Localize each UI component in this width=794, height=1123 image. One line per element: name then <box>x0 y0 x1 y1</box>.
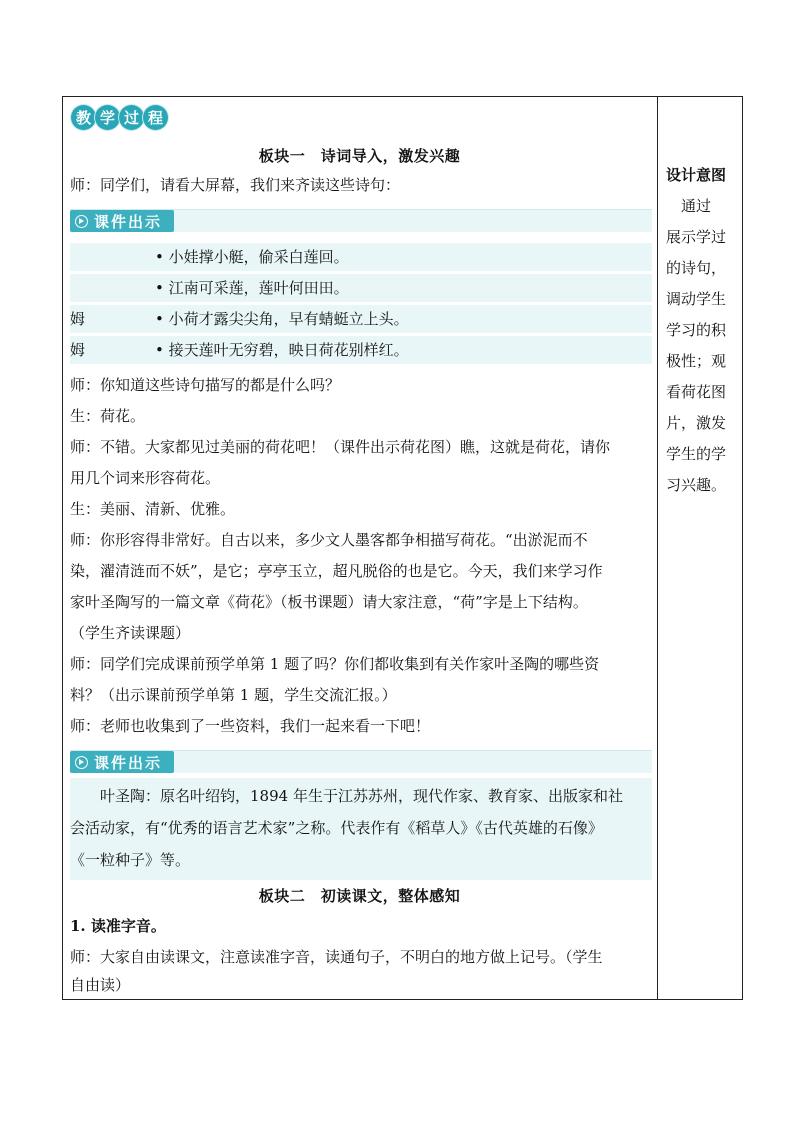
text-line: 自由读） <box>70 976 131 994</box>
text-line: 师：同学们，请看大屏幕，我们来齐读这些诗句： <box>70 176 401 194</box>
courseware-bar <box>70 750 652 773</box>
play-icon <box>75 756 88 769</box>
text-line: 师：你形容得非常好。自古以来，多少文人墨客都争相描写荷花。“出淤泥而不 <box>70 531 588 549</box>
courseware-tag <box>70 751 174 773</box>
poem-edge-char: 姆 <box>70 341 86 359</box>
courseware-tag <box>70 210 174 232</box>
courseware-label: 课件出示 <box>94 212 163 231</box>
play-icon <box>75 215 88 228</box>
author-info-box <box>70 778 652 880</box>
step-heading: 1. 读准字音。 <box>70 917 166 935</box>
poem-row <box>70 336 652 364</box>
poem-text: • 小荷才露尖尖角，早有蜻蜓立上头。 <box>155 310 409 328</box>
poem-text: • 小娃撑小艇，偷采白莲回。 <box>155 248 349 266</box>
text-line: 师：同学们完成课前预学单第 1 题了吗？你们都收集到有关作家叶圣陶的哪些资 <box>70 655 600 673</box>
section-title: 板块二 初读课文，整体感知 <box>258 887 461 905</box>
teaching-process-badge <box>71 105 167 130</box>
text-line: 生：荷花。 <box>70 407 146 425</box>
badge-char: 教 <box>71 105 96 130</box>
badge-char: 程 <box>143 105 168 130</box>
text-line: 师：大家自由读课文，注意读准字音，读通句子，不明白的地方做上记号。（学生 <box>70 948 603 966</box>
badge-char: 学 <box>95 105 120 130</box>
poem-text: • 接天莲叶无穷碧，映日荷花别样红。 <box>155 341 409 359</box>
design-intent-line: 学习的积 <box>666 321 727 339</box>
text-line: 料？（出示课前预学单第 1 题，学生交流汇报。） <box>70 686 397 704</box>
text-line: 家叶圣陶写的一篇文章《荷花》（板书课题）请大家注意，“荷”字是上下结构。 <box>70 593 588 611</box>
poem-list <box>70 243 652 368</box>
design-intent-line: 片，激发 <box>666 414 727 432</box>
text-line: （学生齐读课题） <box>70 624 191 642</box>
text-line: 用几个词来形容荷花。 <box>70 469 221 487</box>
poem-row <box>70 305 652 333</box>
text-line: 师：不错。大家都见过美丽的荷花吧！（课件出示荷花图）瞧，这就是荷花，请你 <box>70 438 611 456</box>
badge-char: 过 <box>119 105 144 130</box>
teaching-process-column <box>62 96 657 1000</box>
info-line: 叶圣陶：原名叶绍钧，1894 年生于江苏苏州，现代作家、教育家、出版家和社 <box>70 787 623 805</box>
text-line: 生：美丽、清新、优雅。 <box>70 500 236 518</box>
design-intent-column <box>658 96 743 1000</box>
design-intent-line: 展示学过 <box>666 228 727 246</box>
info-line: 《一粒种子》等。 <box>70 851 191 869</box>
poem-row <box>70 243 652 271</box>
text-line: 师：你知道这些诗句描写的都是什么吗？ <box>70 376 341 394</box>
text-line: 师：老师也收集到了一些资料，我们一起来看一下吧！ <box>70 717 431 735</box>
design-intent-line: 调动学生 <box>666 290 727 308</box>
poem-edge-char: 姆 <box>70 310 86 328</box>
design-intent-line: 通过 <box>666 197 712 215</box>
courseware-label: 课件出示 <box>94 753 163 772</box>
design-intent-title: 设计意图 <box>666 166 727 184</box>
design-intent-line: 学生的学 <box>666 445 727 463</box>
design-intent-line: 看荷花图 <box>666 383 727 401</box>
text-line: 染，濯清涟而不妖”，是它；亭亭玉立，超凡脱俗的也是它。今天，我们来学习作 <box>70 562 603 580</box>
design-intent-line: 极性；观 <box>666 352 727 370</box>
courseware-bar <box>70 209 652 232</box>
poem-row <box>70 274 652 302</box>
design-intent-line: 的诗句， <box>666 259 727 277</box>
info-line: 会活动家，有“优秀的语言艺术家”之称。代表作有《稻草人》《古代英雄的石像》 <box>70 819 603 837</box>
design-intent-line: 习兴趣。 <box>666 476 727 494</box>
poem-text: • 江南可采莲，莲叶何田田。 <box>155 279 349 297</box>
section-title: 板块一 诗词导入，激发兴趣 <box>258 147 461 165</box>
